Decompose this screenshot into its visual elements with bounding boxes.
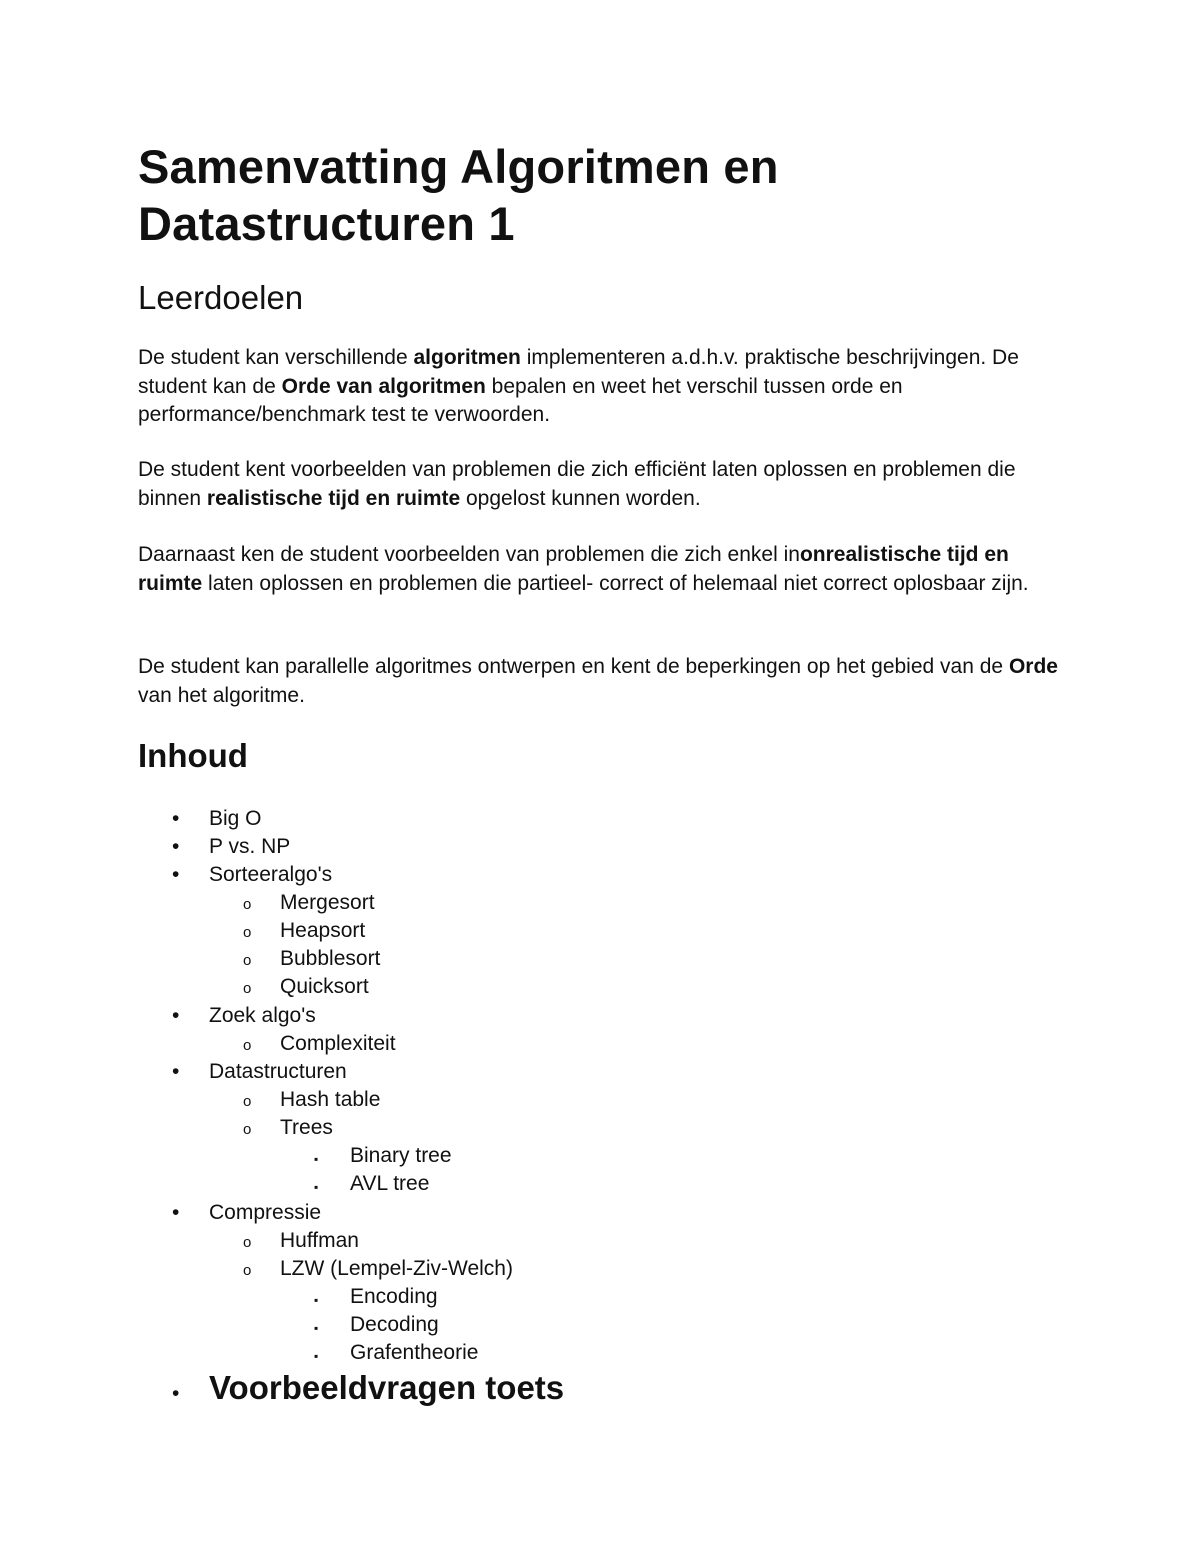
- p1-bold-b: algoritmen: [413, 346, 521, 369]
- p1-text-c: implementeren a.d.h.v. praktische beschrijvingen. De student kan de: [138, 346, 1019, 398]
- document-title: Samenvatting Algoritmen en Datastructuren 1: [138, 140, 779, 250]
- list-item-lzw: LZW (Lempel-Ziv-Welch): [280, 1257, 513, 1280]
- p4-text-c: van het algoritme.: [138, 683, 305, 707]
- circle-bullet-icon: o: [243, 1121, 252, 1138]
- p3-text-c: laten oplossen en problemen die partieel- correct of helemaal niet correct oplosbaar zijn.: [202, 571, 1029, 595]
- p3-text-a: Daarnaast ken de student voorbeelden van problemen die zich enkel in: [138, 543, 800, 566]
- p2-text-a: De student kent voorbeelden van problemen die zich efficiënt laten oplossen en problemen die binnen: [138, 458, 1016, 510]
- list-item-zoek-algos: Zoek algo's: [209, 1004, 316, 1027]
- list-item-sorteeralgos: Sorteeralgo's: [209, 863, 333, 886]
- bullet-icon: •: [172, 1382, 180, 1405]
- bullet-icon: •: [172, 1201, 180, 1224]
- list-item-datastructuren: Datastructuren: [209, 1060, 347, 1083]
- list-item-bubblesort: Bubblesort: [280, 947, 381, 970]
- circle-bullet-icon: o: [243, 1234, 252, 1251]
- list-item-decoding: Decoding: [350, 1313, 439, 1336]
- list-item-avl-tree: AVL tree: [350, 1172, 430, 1195]
- circle-bullet-icon: o: [243, 952, 252, 969]
- p2-bold-b: realistische tijd en ruimte: [206, 486, 461, 510]
- circle-bullet-icon: o: [243, 1093, 252, 1110]
- list-item-p-vs-np: P vs. NP: [209, 835, 291, 858]
- square-bullet-icon: ▪: [314, 1180, 319, 1194]
- square-bullet-icon: ▪: [314, 1293, 319, 1307]
- bullet-icon: •: [172, 807, 180, 830]
- p4-bold-b: Orde: [1008, 655, 1058, 678]
- list-item-encoding: Encoding: [350, 1285, 438, 1308]
- list-item-big-o: Big O: [209, 807, 262, 830]
- square-bullet-icon: ▪: [314, 1321, 319, 1335]
- p1-text-e: bepalen en weet het verschil tussen orde en performance/benchmark test te verwoorden.: [138, 374, 903, 426]
- bullet-icon: •: [172, 863, 180, 886]
- bullet-icon: •: [172, 835, 180, 858]
- p1-text-a: De student kan verschillende: [138, 346, 414, 369]
- heading-leerdoelen: Leerdoelen: [138, 279, 304, 316]
- circle-bullet-icon: o: [243, 1262, 252, 1279]
- list-item-complexiteit: Complexiteit: [280, 1032, 396, 1055]
- p2-text-c: opgelost kunnen worden.: [460, 486, 701, 510]
- list-item-voorbeeldvragen-toets: Voorbeeldvragen toets: [209, 1369, 565, 1406]
- list-item-mergesort: Mergesort: [280, 891, 375, 914]
- circle-bullet-icon: o: [243, 924, 252, 941]
- list-item-compressie: Compressie: [209, 1201, 322, 1224]
- p3-bold-b: onrealistische tijd en ruimte: [138, 543, 1009, 595]
- circle-bullet-icon: o: [243, 980, 252, 997]
- p4-text-a: De student kan parallelle algoritmes ontwerpen en kent de beperkingen op het gebied van de: [138, 655, 1009, 678]
- paragraph-3: [138, 541, 1078, 598]
- bullet-icon: •: [172, 1004, 180, 1027]
- paragraph-4: [138, 653, 1078, 710]
- list-item-huffman: Huffman: [280, 1229, 359, 1252]
- list-item-trees: Trees: [280, 1116, 333, 1139]
- list-item-binary-tree: Binary tree: [350, 1144, 452, 1167]
- list-item-grafentheorie: Grafentheorie: [350, 1341, 479, 1364]
- square-bullet-icon: ▪: [314, 1152, 319, 1166]
- paragraph-2: [138, 456, 1078, 513]
- p1-bold-d: Orde van algoritmen: [281, 374, 486, 398]
- list-item-quicksort: Quicksort: [280, 975, 369, 998]
- circle-bullet-icon: o: [243, 1037, 252, 1054]
- circle-bullet-icon: o: [243, 896, 252, 913]
- list-item-hash-table: Hash table: [280, 1088, 381, 1111]
- list-item-heapsort: Heapsort: [280, 919, 366, 942]
- paragraph-1: [138, 344, 1078, 430]
- square-bullet-icon: ▪: [314, 1349, 319, 1363]
- heading-inhoud: Inhoud: [138, 737, 248, 774]
- bullet-icon: •: [172, 1060, 180, 1083]
